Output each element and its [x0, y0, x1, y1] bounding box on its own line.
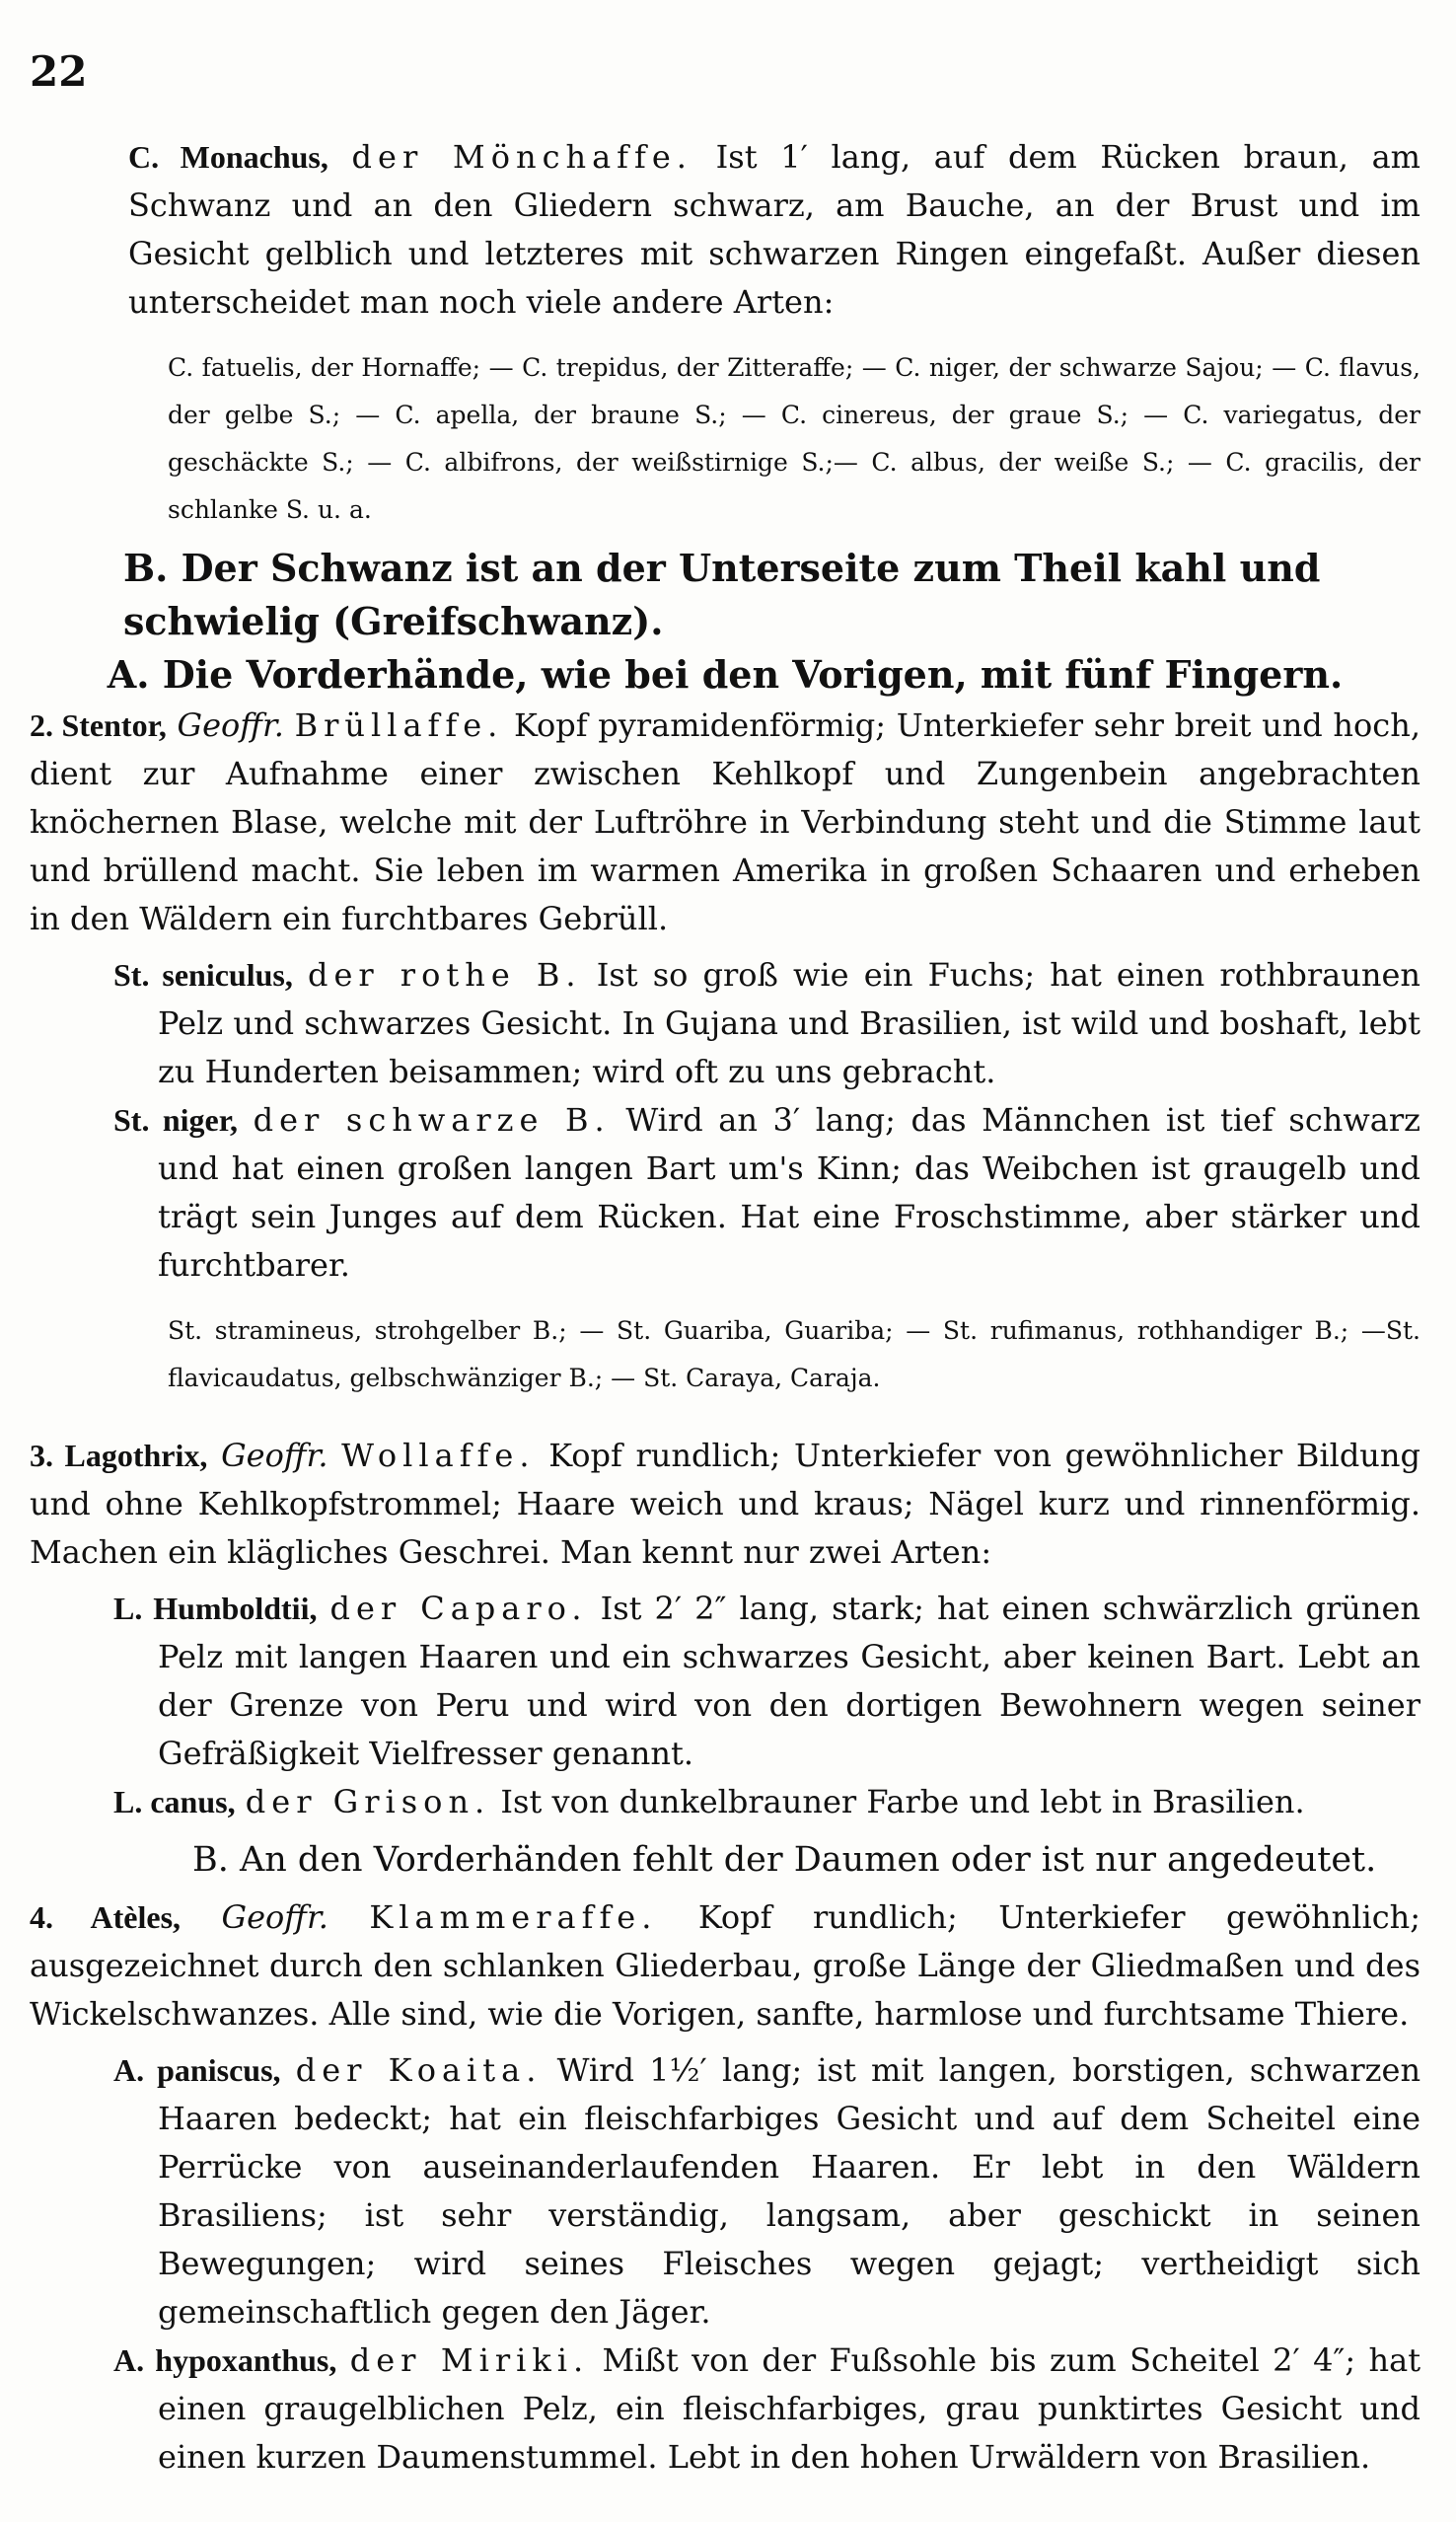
species-latin: A. paniscus, — [113, 2052, 281, 2088]
genus-latin: 2. Stentor, — [30, 707, 167, 743]
genus-author: Geoffr. — [221, 1437, 328, 1474]
species-description: Ist 2′ 2″ lang, stark; hat einen schwärzlich grünen Pelz mit langen Haaren und ein schwarzes Gesicht, aber keinen Bart. Lebt an der Grenze von Peru und wird von den dortigen Bewohnern wegen seiner Gefräßigkeit Vielfresser genannt. — [158, 1590, 1421, 1772]
genus-common-name: Wollaffe. — [341, 1437, 536, 1474]
section-heading-beta: B. An den Vorderhänden fehlt der Daumen oder ist nur angedeutet. — [192, 1840, 1377, 1880]
species-description: Ist von dunkelbrauner Farbe und lebt in Brasilien. — [500, 1783, 1305, 1820]
species-latin: C. Monachus, — [128, 139, 328, 175]
section-heading-b: B. Der Schwanz ist an der Unterseite zum Theil kahl und schwielig (Greifschwanz). — [123, 546, 1321, 643]
species-common-name: der Grison. — [245, 1783, 491, 1820]
species-common-name: der Caparo. — [329, 1590, 588, 1627]
other-species-list: C. fatuelis, der Hornaffe; — C. trepidus, der Zitteraffe; — C. niger, der schwarze Sajou; — C. flavus, der gelbe S.; — C. apella, der braune S.; — C. cinereus, der graue S.; — C. variegatus, der geschäckte S.; — C. albifrons, der weißstirnige S.;— C. albus, der weiße S.; — C. gracilis, der schlanke S. u. a. — [168, 353, 1420, 524]
species-description: Wird 1½′ lang; ist mit langen, borstigen, schwarzen Haaren bedeckt; hat ein fleischfarbiges Gesicht und auf dem Scheitel eine Perrücke von auseinanderlaufenden Haaren. Er lebt in den Wäldern Brasiliens; ist sehr verständig, langsam, aber geschickt in seinen Bewegungen; wird seines Fleisches wegen gejagt; vertheidigt sich gemeinschaftlich gegen den Jäger. — [158, 2051, 1421, 2331]
genus-description: Kopf rundlich; Unterkiefer von gewöhnlicher Bildung und ohne Kehlkopfstrommel; Haare weich und kraus; Nägel kurz und rinnenförmig. Machen ein klägliches Geschrei. Man kennt nur zwei Arten: — [30, 1437, 1421, 1571]
species-description: Ist so groß wie ein Fuchs; hat einen rothbraunen Pelz und schwarzes Gesicht. In Gujana und Brasilien, ist wild und boshaft, lebt zu Hunderten beisammen; wird oft zu uns gebracht. — [158, 956, 1421, 1090]
species-latin: St. niger, — [113, 1102, 239, 1138]
species-description: Wird an 3′ lang; das Männchen ist tief schwarz und hat einen großen langen Bart um's Kinn; das Weibchen ist graugelb und trägt sein Junges auf dem Rücken. Hat eine Froschstimme, aber stärker und furchtbarer. — [158, 1101, 1421, 1284]
entry-hypoxanthus — [30, 2337, 1420, 2482]
entry-seniculus — [30, 951, 1420, 1096]
species-common-name: der Mönchaffe. — [351, 138, 692, 176]
species-common-name: der schwarze B. — [253, 1101, 611, 1139]
genus-description: Kopf pyramidenförmig; Unterkiefer sehr breit und hoch, dient zur Aufnahme einer zwischen Kehlkopf und Zungenbein angebrachten knöchernen Blase, welche mit der Luftröhre in Verbindung steht und die Stimme laut und brüllend macht. Sie leben im warmen Amerika in großen Schaaren und erheben in den Wäldern ein furchtbares Gebrüll. — [30, 706, 1421, 937]
section-heading-a: A. Die Vorderhände, wie bei den Vorigen, mit fünf Fingern. — [107, 652, 1344, 697]
species-latin: A. hypoxanthus, — [113, 2342, 337, 2378]
genus-common-name: Klammeraffe. — [369, 1898, 658, 1936]
genus-stentor — [30, 702, 1420, 943]
genus-author: Geoffr. — [221, 1898, 328, 1936]
entry-monachus — [30, 133, 1420, 327]
species-common-name: der rothe B. — [307, 956, 582, 994]
species-latin: L. Humboldtii, — [113, 1591, 318, 1626]
entry-paniscus — [30, 2046, 1420, 2337]
genus-lagothrix — [30, 1432, 1420, 1577]
species-common-name: der Koaita. — [295, 2051, 543, 2089]
species-latin: L. canus, — [113, 1784, 236, 1819]
other-species-list: St. stramineus, strohgelber B.; — St. Guariba, Guariba; — St. rufimanus, rothhandiger B.; —St. flavicaudatus, gelbschwänziger B.; — St. Caraya, Caraja. — [168, 1316, 1420, 1392]
page-content — [30, 133, 1420, 2482]
species-description: Ist 1′ lang, auf dem Rücken braun, am Schwanz und an den Gliedern schwarz, am Bauche, an der Brust und im Gesicht gelblich und letzteres mit schwarzen Ringen eingefaßt. Außer diesen unterscheidet man noch viele andere Arten: — [128, 138, 1420, 321]
genus-latin: 3. Lagothrix, — [30, 1438, 208, 1473]
genus-author: Geoffr. — [177, 706, 284, 744]
genus-description: Kopf rundlich; Unterkiefer gewöhnlich; ausgezeichnet durch den schlanken Gliederbau, große Länge der Gliedmaßen und des Wickelschwanzes. Alle sind, wie die Vorigen, sanfte, harmlose und furchtsame Thiere. — [30, 1898, 1421, 2033]
species-common-name: der Miriki. — [349, 2341, 590, 2379]
entry-niger — [30, 1096, 1420, 1290]
species-description: Mißt von der Fußsohle bis zum Scheitel 2′ 4″; hat einen graugelblichen Pelz, ein fleischfarbiges, grau punktirtes Gesicht und einen kurzen Daumenstummel. Lebt in den hohen Urwäldern von Brasilien. — [158, 2341, 1421, 2476]
entry-humboldtii — [30, 1585, 1420, 1778]
genus-ateles — [30, 1893, 1420, 2039]
page-number: 22 — [30, 47, 88, 96]
genus-latin: 4. Atèles, — [30, 1899, 182, 1935]
entry-canus — [30, 1778, 1420, 1826]
genus-common-name: Brüllaffe. — [294, 706, 504, 744]
species-latin: St. seniculus, — [113, 957, 293, 993]
